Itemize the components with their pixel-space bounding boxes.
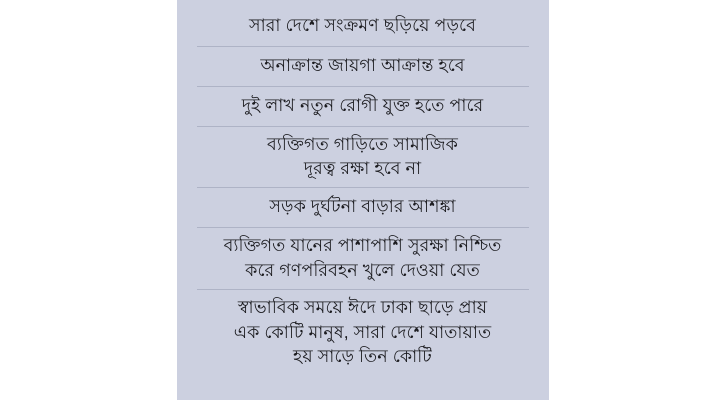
list-item: [191, 6, 535, 46]
list-item-line: ব্যক্তিগত যানের পাশাপাশি সুরক্ষা নিশ্চিত: [223, 235, 502, 256]
list-item-line: সারা দেশে সংক্রমণ ছড়িয়ে পড়বে: [249, 15, 476, 35]
list-item: [191, 227, 535, 289]
list-item: [191, 126, 535, 188]
list-item-line: ব্যক্তিগত গাড়িতে সামাজিক: [267, 133, 458, 154]
list-item: [191, 289, 535, 376]
list-item-line: দূরত্ব রক্ষা হবে না: [303, 158, 422, 179]
list-item-line: স্বাভাবিক সময়ে ঈদে ঢাকা ছাড়ে প্রায়: [237, 296, 488, 317]
list-item: [191, 187, 535, 227]
statement-list-panel: [177, 0, 549, 400]
list-item-line: অনাক্রান্ত জায়গা আক্রান্ত হবে: [260, 54, 465, 75]
list-item-line: করে গণপরিবহন খুলে দেওয়া যেত: [245, 259, 480, 280]
list-item-line: হয় সাড়ে তিন কোটি: [293, 346, 432, 367]
list-item-line: সড়ক দুর্ঘটনা বাড়ার আশঙ্কা: [269, 196, 456, 217]
list-item-line: দুই লাখ নতুন রোগী যুক্ত হতে পারে: [241, 94, 484, 115]
list-item: [191, 46, 535, 86]
list-item-line: এক কোটি মানুষ, সারা দেশে যাতায়াত: [233, 321, 492, 342]
list-item: [191, 86, 535, 126]
